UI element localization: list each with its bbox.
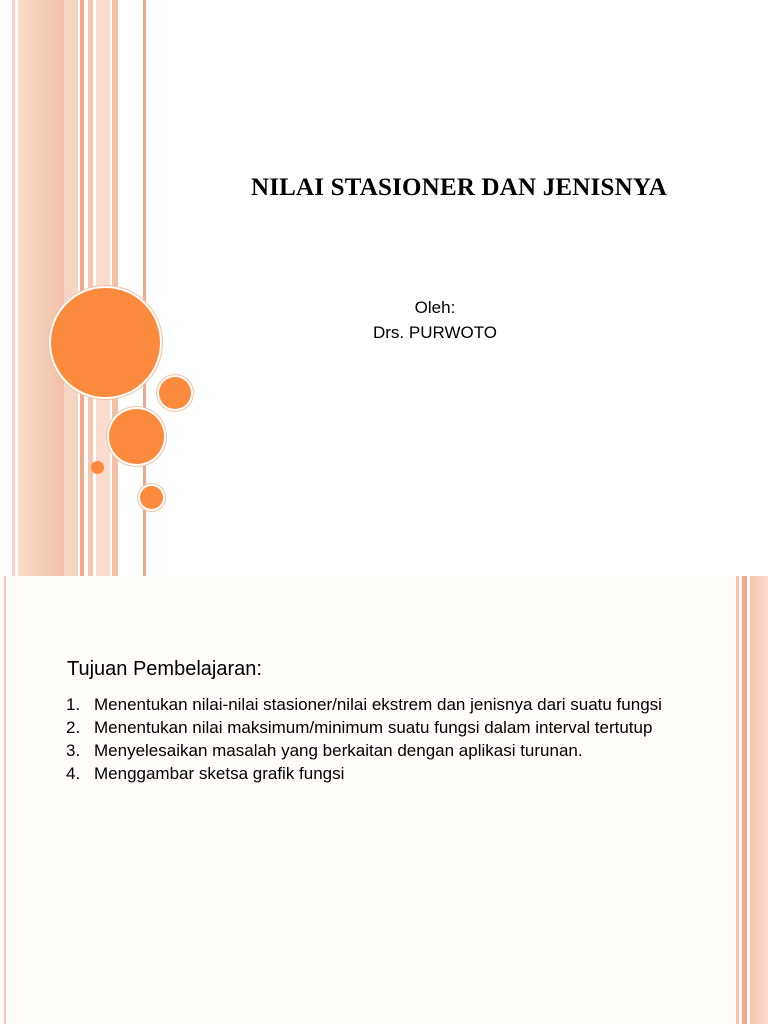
- list-item-text: Menentukan nilai maksimum/minimum suatu fungsi dalam interval tertutup: [94, 718, 653, 737]
- decorative-stripe: [88, 0, 93, 576]
- objectives-list: [62, 694, 732, 786]
- decorative-circle-small: [140, 486, 163, 509]
- list-item-number: 4.: [66, 764, 81, 783]
- slide-title: NILAI STASIONER DAN JENISNYA: [250, 174, 668, 201]
- list-item: [62, 763, 732, 785]
- decorative-stripe: [12, 0, 15, 576]
- objectives-heading: Tujuan Pembelajaran:: [67, 658, 262, 680]
- decorative-stripe: [80, 0, 84, 576]
- decorative-stripe: [750, 576, 768, 1024]
- list-item: [62, 694, 732, 716]
- decorative-circle-medium: [109, 409, 164, 464]
- decorative-stripe: [4, 576, 6, 1024]
- decorative-stripe: [18, 0, 64, 576]
- author-name: Drs. PURWOTO: [372, 323, 498, 342]
- decorative-circle-tiny: [91, 461, 104, 474]
- list-item-number: 2.: [66, 718, 81, 737]
- decorative-stripe: [736, 576, 739, 1024]
- decorative-circle-small: [159, 377, 191, 409]
- list-item: [62, 717, 732, 739]
- list-item: [62, 740, 732, 762]
- list-item-number: 3.: [66, 741, 81, 760]
- author-label: Oleh:: [414, 298, 456, 317]
- objectives-slide: [0, 576, 768, 1024]
- list-item-text: Menyelesaikan masalah yang berkaitan dengan aplikasi turunan.: [94, 741, 583, 760]
- decorative-stripe: [742, 576, 747, 1024]
- decorative-stripe: [64, 0, 78, 576]
- list-item-number: 1.: [66, 695, 81, 714]
- list-item-text: Menggambar sketsa grafik fungsi: [94, 764, 345, 783]
- decorative-circle-large: [51, 288, 160, 397]
- list-item-text: Menentukan nilai-nilai stasioner/nilai ekstrem dan jenisnya dari suatu fungsi: [94, 695, 662, 714]
